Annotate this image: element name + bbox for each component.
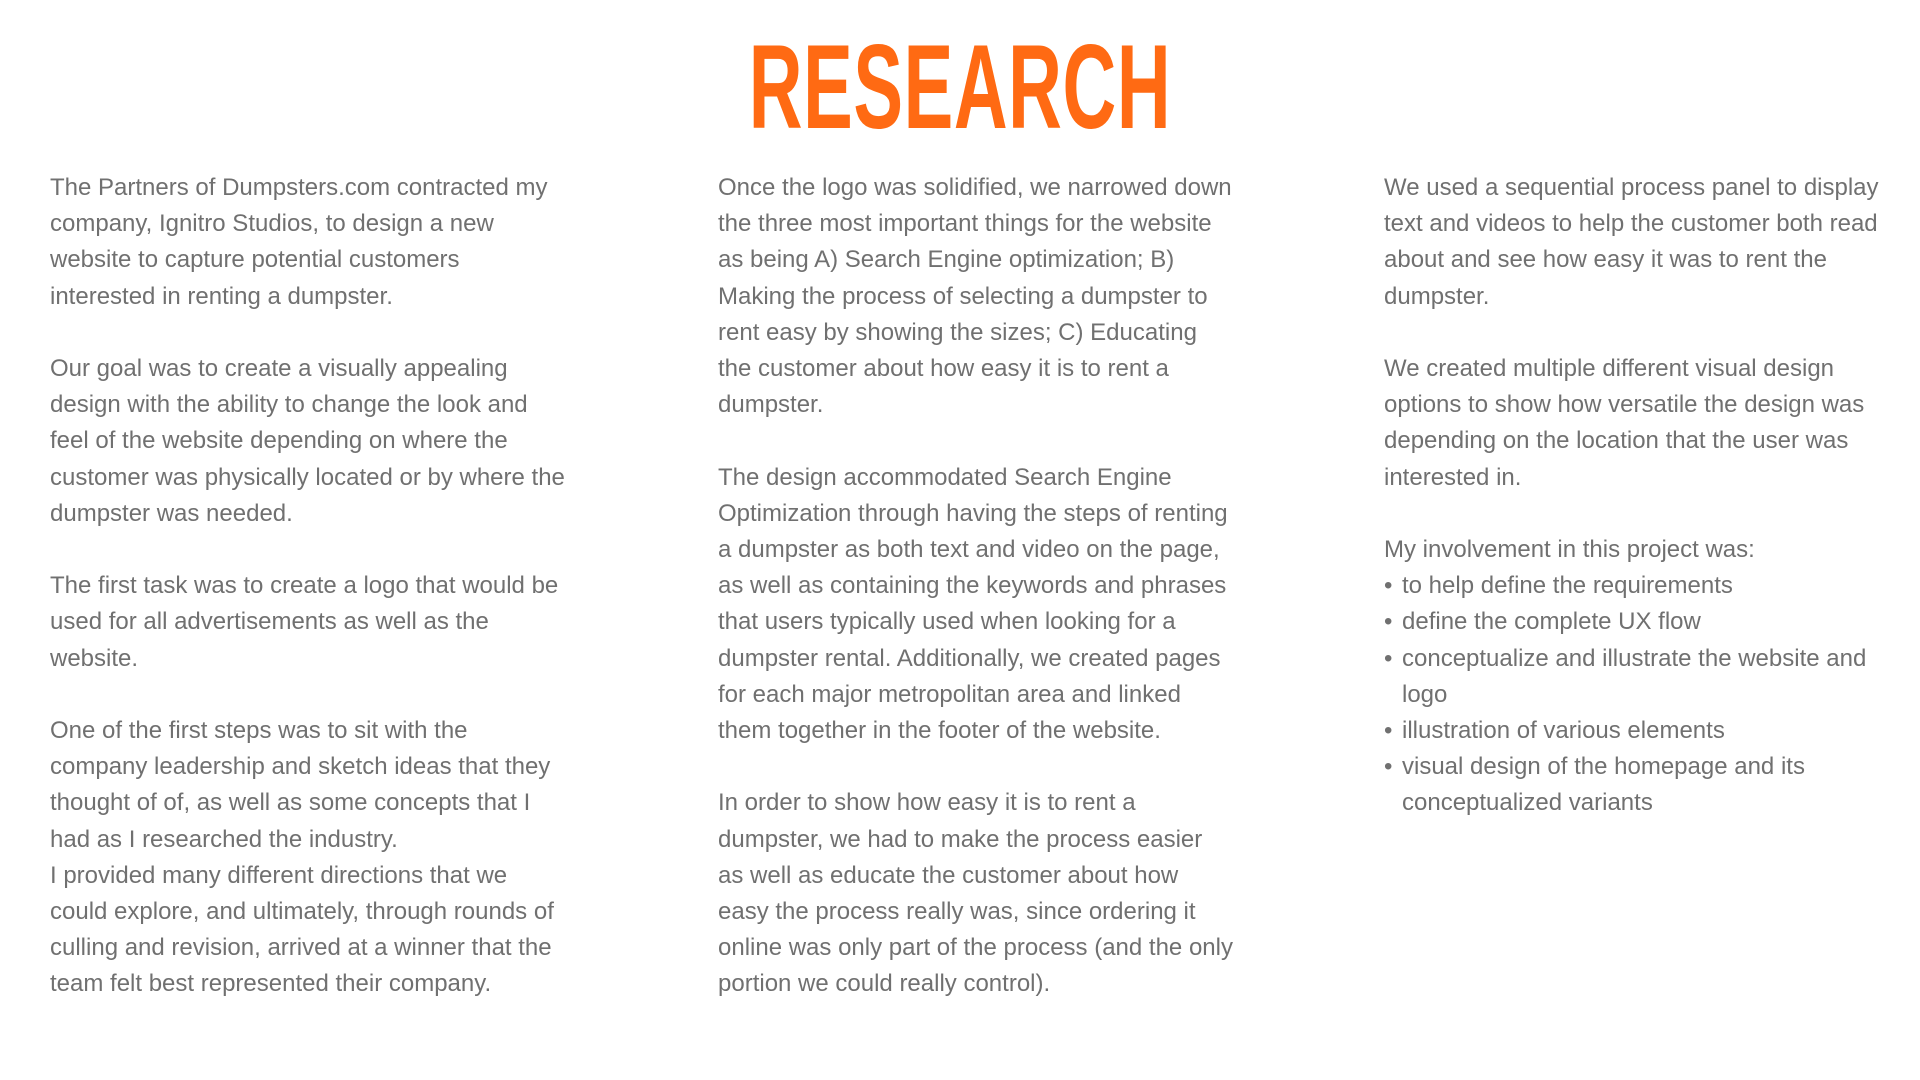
- column-left: [50, 170, 565, 1039]
- list-item: [1384, 713, 1904, 749]
- list-item: [1384, 749, 1904, 821]
- list-item-text: define the complete UX flow: [1402, 608, 1701, 636]
- paragraph: I provided many different directions that we could explore, and ultimately, through rounds of culling and revision, arrived at a winner that the team felt best represented their company.: [50, 861, 554, 998]
- involvement-heading: My involvement in this project was:: [1384, 536, 1755, 563]
- paragraph: In order to show how easy it is to rent a dumpster, we had to make the process easier as well as educate the customer about how easy the process really was, since ordering it online was only part of the process (and the only portion we could really control).: [718, 789, 1233, 998]
- bullet-icon: •: [1384, 608, 1393, 636]
- paragraph: Our goal was to create a visually appealing design with the ability to change the look and feel of the website depending on where the customer was physically located or by where the dumpster was needed.: [50, 355, 565, 527]
- paragraph: We used a sequential process panel to display text and videos to help the customer both read about and see how easy it was to rent the dumpster.: [1384, 174, 1879, 310]
- list-item-text: conceptualize and illustrate the website and logo: [1402, 644, 1867, 708]
- involvement-list: [1384, 568, 1904, 821]
- paragraph: One of the first steps was to sit with the company leadership and sketch ideas that they thought of of, as well as some concepts that I had as I researched the industry.: [50, 717, 551, 853]
- list-item: [1384, 641, 1904, 713]
- paragraph: Once the logo was solidified, we narrowed down the three most important things for the website as being A) Search Engine optimization; B) Making the process of selecting a dumpster to rent easy by showing the sizes; C) Educating the customer about how easy it is to rent a dumpster.: [718, 174, 1232, 419]
- list-item: [1384, 604, 1904, 640]
- bullet-icon: •: [1384, 753, 1393, 781]
- paragraph: We created multiple different visual design options to show how versatile the design was depending on the location that the user was interested in.: [1384, 355, 1865, 491]
- bullet-icon: •: [1384, 644, 1393, 672]
- list-item-text: illustration of various elements: [1402, 717, 1725, 745]
- paragraph: The design accommodated Search Engine Optimization through having the steps of renting a dumpster as both text and video on the page, as well as containing the keywords and phrases that users typically used when looking for a dumpster rental. Additionally, we created pages for each major metropolitan area and linked them together in the footer of the website.: [718, 463, 1228, 745]
- list-item: [1384, 568, 1904, 604]
- list-item-text: to help define the requirements: [1402, 572, 1733, 600]
- paragraph: The first task was to create a logo that would be used for all advertisements as well as the website.: [50, 572, 559, 672]
- column-middle: [718, 170, 1233, 1039]
- paragraph: The Partners of Dumpsters.com contracted my company, Ignitro Studios, to design a new website to capture potential customers interested in renting a dumpster.: [50, 174, 548, 310]
- bullet-icon: •: [1384, 572, 1393, 600]
- list-item-text: visual design of the homepage and its conceptualized variants: [1402, 753, 1805, 817]
- page-title: RESEARCH: [748, 20, 1172, 154]
- column-right: [1384, 170, 1904, 822]
- bullet-icon: •: [1384, 717, 1393, 745]
